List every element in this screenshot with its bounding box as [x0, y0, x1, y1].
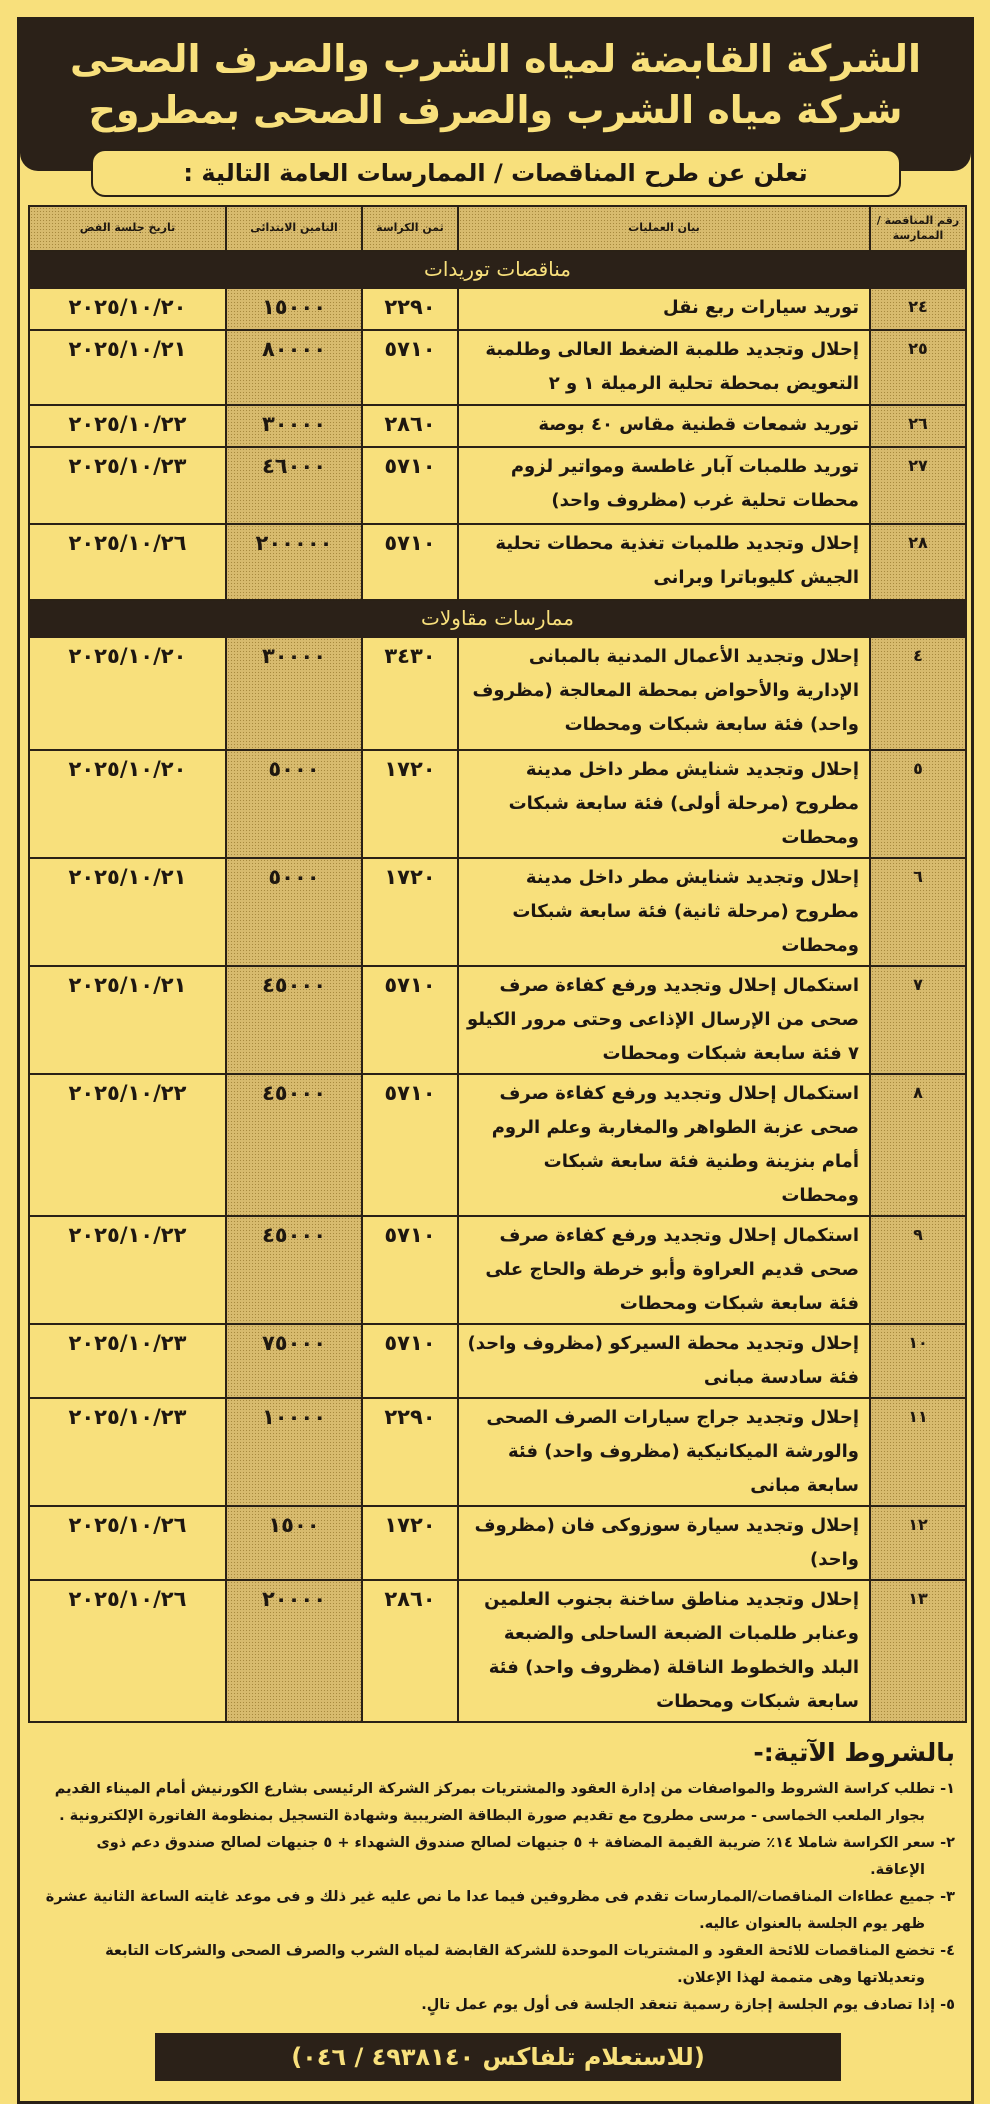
cell-date: ٢٠٢٥/١٠/٢٦ — [29, 524, 226, 600]
cell-price: ١٧٢٠ — [362, 1506, 458, 1580]
table-row — [29, 1580, 966, 1722]
cell-price: ٢٢٩٠ — [362, 1398, 458, 1506]
cell-date: ٢٠٢٥/١٠/٢٣ — [29, 1398, 226, 1506]
cell-insurance: ٣٠٠٠٠ — [226, 405, 362, 447]
cell-insurance: ٧٥٠٠٠ — [226, 1324, 362, 1398]
cell-date: ٢٠٢٥/١٠/٢٢ — [29, 1216, 226, 1324]
condition-item: ٢- سعر الكراسة شاملا ١٤٪ ضريبة القيمة المضافة + ٥ جنيهات لصالح صندوق الشهداء + ٥ جنيهات لصالح صندوق دعم ذوى الإعاقة. — [96, 1834, 955, 1878]
cell-description: توريد شمعات قطنية مقاس ٤٠ بوصة — [458, 405, 870, 447]
cell-number: ١٠ — [870, 1324, 966, 1398]
cell-date: ٢٠٢٥/١٠/٢٢ — [29, 1074, 226, 1216]
col-description: بيان العمليات — [458, 206, 870, 251]
table-row — [29, 1074, 966, 1216]
cell-number: ٩ — [870, 1216, 966, 1324]
cell-insurance: ٥٠٠٠ — [226, 858, 362, 966]
cell-description: إحلال وتجديد محطة السيركو (مظروف واحد) فئة سادسة مبانى — [458, 1324, 870, 1398]
table-row — [29, 1506, 966, 1580]
cell-description: استكمال إحلال وتجديد ورفع كفاءة صرف صحى عزبة الطواهر والمغاربة وعلم الروم أمام بنزينة وطنية فئة سابعة شبكات ومحطات — [458, 1074, 870, 1216]
cell-number: ٢٨ — [870, 524, 966, 600]
cell-number: ١٢ — [870, 1506, 966, 1580]
cell-price: ٣٤٣٠ — [362, 637, 458, 750]
cell-insurance: ٥٠٠٠ — [226, 750, 362, 858]
condition-item: ١- تطلب كراسة الشروط والمواصفات من إدارة العقود والمشتريات بمركز الشركة الرئيسى بشارع الكورنيش أمام الميناء القديم بجوار الملعب الخماسى - مرسى مطروح مع تقديم صورة البطاقة الضريبية وشهادة التسجيل بمنظومة الفاتورة الإلكترونية . — [54, 1780, 955, 1824]
cell-description: إحلال وتجديد شنايش مطر داخل مدينة مطروح (مرحلة ثانية) فئة سابعة شبكات ومحطات — [458, 858, 870, 966]
table-row — [29, 405, 966, 447]
cell-insurance: ٤٦٠٠٠ — [226, 447, 362, 524]
table-row — [29, 288, 966, 330]
cell-price: ٥٧١٠ — [362, 1074, 458, 1216]
section-title: مناقصات توريدات — [29, 251, 966, 288]
table-row — [29, 1324, 966, 1398]
cell-date: ٢٠٢٥/١٠/٢٠ — [29, 750, 226, 858]
cell-date: ٢٠٢٥/١٠/٢١ — [29, 330, 226, 405]
cell-insurance: ٢٠٠٠٠٠ — [226, 524, 362, 600]
cell-number: ١٣ — [870, 1580, 966, 1722]
announcement-subtitle: تعلن عن طرح المناقصات / الممارسات العامة التالية : — [91, 149, 901, 197]
cell-price: ٥٧١٠ — [362, 447, 458, 524]
cell-insurance: ٤٥٠٠٠ — [226, 966, 362, 1074]
cell-description: إحلال وتجديد شنايش مطر داخل مدينة مطروح (مرحلة أولى) فئة سابعة شبكات ومحطات — [458, 750, 870, 858]
cell-insurance: ١٠٠٠٠ — [226, 1398, 362, 1506]
section-header — [29, 251, 966, 288]
condition-item: ٣- جميع عطاءات المناقصات/الممارسات تقدم فى مظروفين فيما عدا ما نص عليه غير ذلك و فى موعد غايته الساعة الثانية عشرة ظهر يوم الجلسة بالعنوان عاليه. — [45, 1888, 955, 1932]
cell-number: ١١ — [870, 1398, 966, 1506]
contact-bar: (للاستعلام تلفاكس ٤٩٣٨١٤٠ / ٠٤٦) — [155, 2033, 841, 2081]
cell-number: ٦ — [870, 858, 966, 966]
table-row — [29, 1216, 966, 1324]
cell-insurance: ٣٠٠٠٠ — [226, 637, 362, 750]
cell-insurance: ٤٥٠٠٠ — [226, 1216, 362, 1324]
cell-price: ٥٧١٠ — [362, 1216, 458, 1324]
cell-date: ٢٠٢٥/١٠/٢٣ — [29, 1324, 226, 1398]
table-header — [29, 206, 966, 251]
cell-description: استكمال إحلال وتجديد ورفع كفاءة صرف صحى قديم العراوة وأبو خرطة والحاج على فئة سابعة شبكات ومحطات — [458, 1216, 870, 1324]
cell-description: توريد طلمبات آبار غاطسة ومواتير لزوم محطات تحلية غرب (مظروف واحد) — [458, 447, 870, 524]
cell-price: ٢٢٩٠ — [362, 288, 458, 330]
cell-date: ٢٠٢٥/١٠/٢٠ — [29, 288, 226, 330]
conditions-title: بالشروط الآتية:- — [753, 1737, 955, 1767]
cell-number: ٥ — [870, 750, 966, 858]
cell-number: ٤ — [870, 637, 966, 750]
cell-insurance: ٨٠٠٠٠ — [226, 330, 362, 405]
cell-price: ٥٧١٠ — [362, 966, 458, 1074]
cell-price: ٢٨٦٠ — [362, 405, 458, 447]
cell-insurance: ١٥٠٠٠ — [226, 288, 362, 330]
cell-insurance: ١٥٠٠ — [226, 1506, 362, 1580]
company-title: شركة مياه الشرب والصرف الصحى بمطروح — [88, 88, 903, 133]
cell-date: ٢٠٢٥/١٠/٢١ — [29, 966, 226, 1074]
cell-date: ٢٠٢٥/١٠/٢٠ — [29, 637, 226, 750]
advertisement — [17, 17, 974, 2104]
cell-date: ٢٠٢٥/١٠/٢٦ — [29, 1506, 226, 1580]
cell-price: ٥٧١٠ — [362, 524, 458, 600]
col-price: ثمن الكراسة — [362, 206, 458, 251]
cell-description: إحلال وتجديد سيارة سوزوكى فان (مظروف واحد) — [458, 1506, 870, 1580]
table-row — [29, 858, 966, 966]
cell-price: ٢٨٦٠ — [362, 1580, 458, 1722]
section-title: ممارسات مقاولات — [29, 600, 966, 637]
tenders-table — [28, 205, 967, 1723]
col-insurance: التامين الابتدائى — [226, 206, 362, 251]
table-row — [29, 447, 966, 524]
cell-price: ٥٧١٠ — [362, 1324, 458, 1398]
cell-insurance: ٢٠٠٠٠ — [226, 1580, 362, 1722]
col-date: تاريخ جلسة الفض — [29, 206, 226, 251]
table-row — [29, 637, 966, 750]
section-header — [29, 600, 966, 637]
cell-description: إحلال وتجديد طلمبة الضغط العالى وطلمبة التعويض بمحطة تحلية الرميلة ١ و ٢ — [458, 330, 870, 405]
cell-number: ٢٤ — [870, 288, 966, 330]
cell-number: ٢٧ — [870, 447, 966, 524]
cell-number: ٨ — [870, 1074, 966, 1216]
col-number: رقم المناقصة / الممارسة — [870, 206, 966, 251]
table-row — [29, 330, 966, 405]
cell-date: ٢٠٢٥/١٠/٢٢ — [29, 405, 226, 447]
cell-date: ٢٠٢٥/١٠/٢٣ — [29, 447, 226, 524]
cell-insurance: ٤٥٠٠٠ — [226, 1074, 362, 1216]
cell-date: ٢٠٢٥/١٠/٢١ — [29, 858, 226, 966]
conditions — [40, 1735, 955, 2019]
table-row — [29, 966, 966, 1074]
holding-company-title: الشركة القابضة لمياه الشرب والصرف الصحى — [69, 37, 921, 81]
cell-description: إحلال وتجديد جراج سيارات الصرف الصحى والورشة الميكانيكية (مظروف واحد) فئة سابعة مبانى — [458, 1398, 870, 1506]
table-body — [29, 251, 966, 1722]
cell-description: توريد سيارات ربع نقل — [458, 288, 870, 330]
cell-description: إحلال وتجديد الأعمال المدنية بالمبانى الإدارية والأحواض بمحطة المعالجة (مظروف واحد) فئة سابعة شبكات ومحطات — [458, 637, 870, 750]
cell-number: ٧ — [870, 966, 966, 1074]
cell-number: ٢٦ — [870, 405, 966, 447]
cell-price: ١٧٢٠ — [362, 750, 458, 858]
table-row — [29, 1398, 966, 1506]
table-row — [29, 750, 966, 858]
condition-item: ٥- إذا تصادف يوم الجلسة إجازة رسمية تنعقد الجلسة فى أول يوم عمل تالٍ. — [421, 1996, 955, 2013]
cell-price: ١٧٢٠ — [362, 858, 458, 966]
cell-description: استكمال إحلال وتجديد ورفع كفاءة صرف صحى من الإرسال الإذاعى وحتى مرور الكيلو ٧ فئة سابعة شبكات ومحطات — [458, 966, 870, 1074]
table-row — [29, 524, 966, 600]
cell-description: إحلال وتجديد مناطق ساخنة بجنوب العلمين وعنابر طلمبات الضبعة الساحلى والضبعة البلد والخطوط الناقلة (مظروف واحد) فئة سابعة شبكات ومحطات — [458, 1580, 870, 1722]
cell-number: ٢٥ — [870, 330, 966, 405]
cell-price: ٥٧١٠ — [362, 330, 458, 405]
cell-description: إحلال وتجديد طلمبات تغذية محطات تحلية الجيش كليوباترا وبرانى — [458, 524, 870, 600]
cell-date: ٢٠٢٥/١٠/٢٦ — [29, 1580, 226, 1722]
condition-item: ٤- تخضع المناقصات للائحة العقود و المشتريات الموحدة للشركة القابضة لمياه الشرب والصرف الصحى والشركات التابعة وتعديلاتها وهى متممة لهذا الإعلان. — [105, 1942, 955, 1986]
